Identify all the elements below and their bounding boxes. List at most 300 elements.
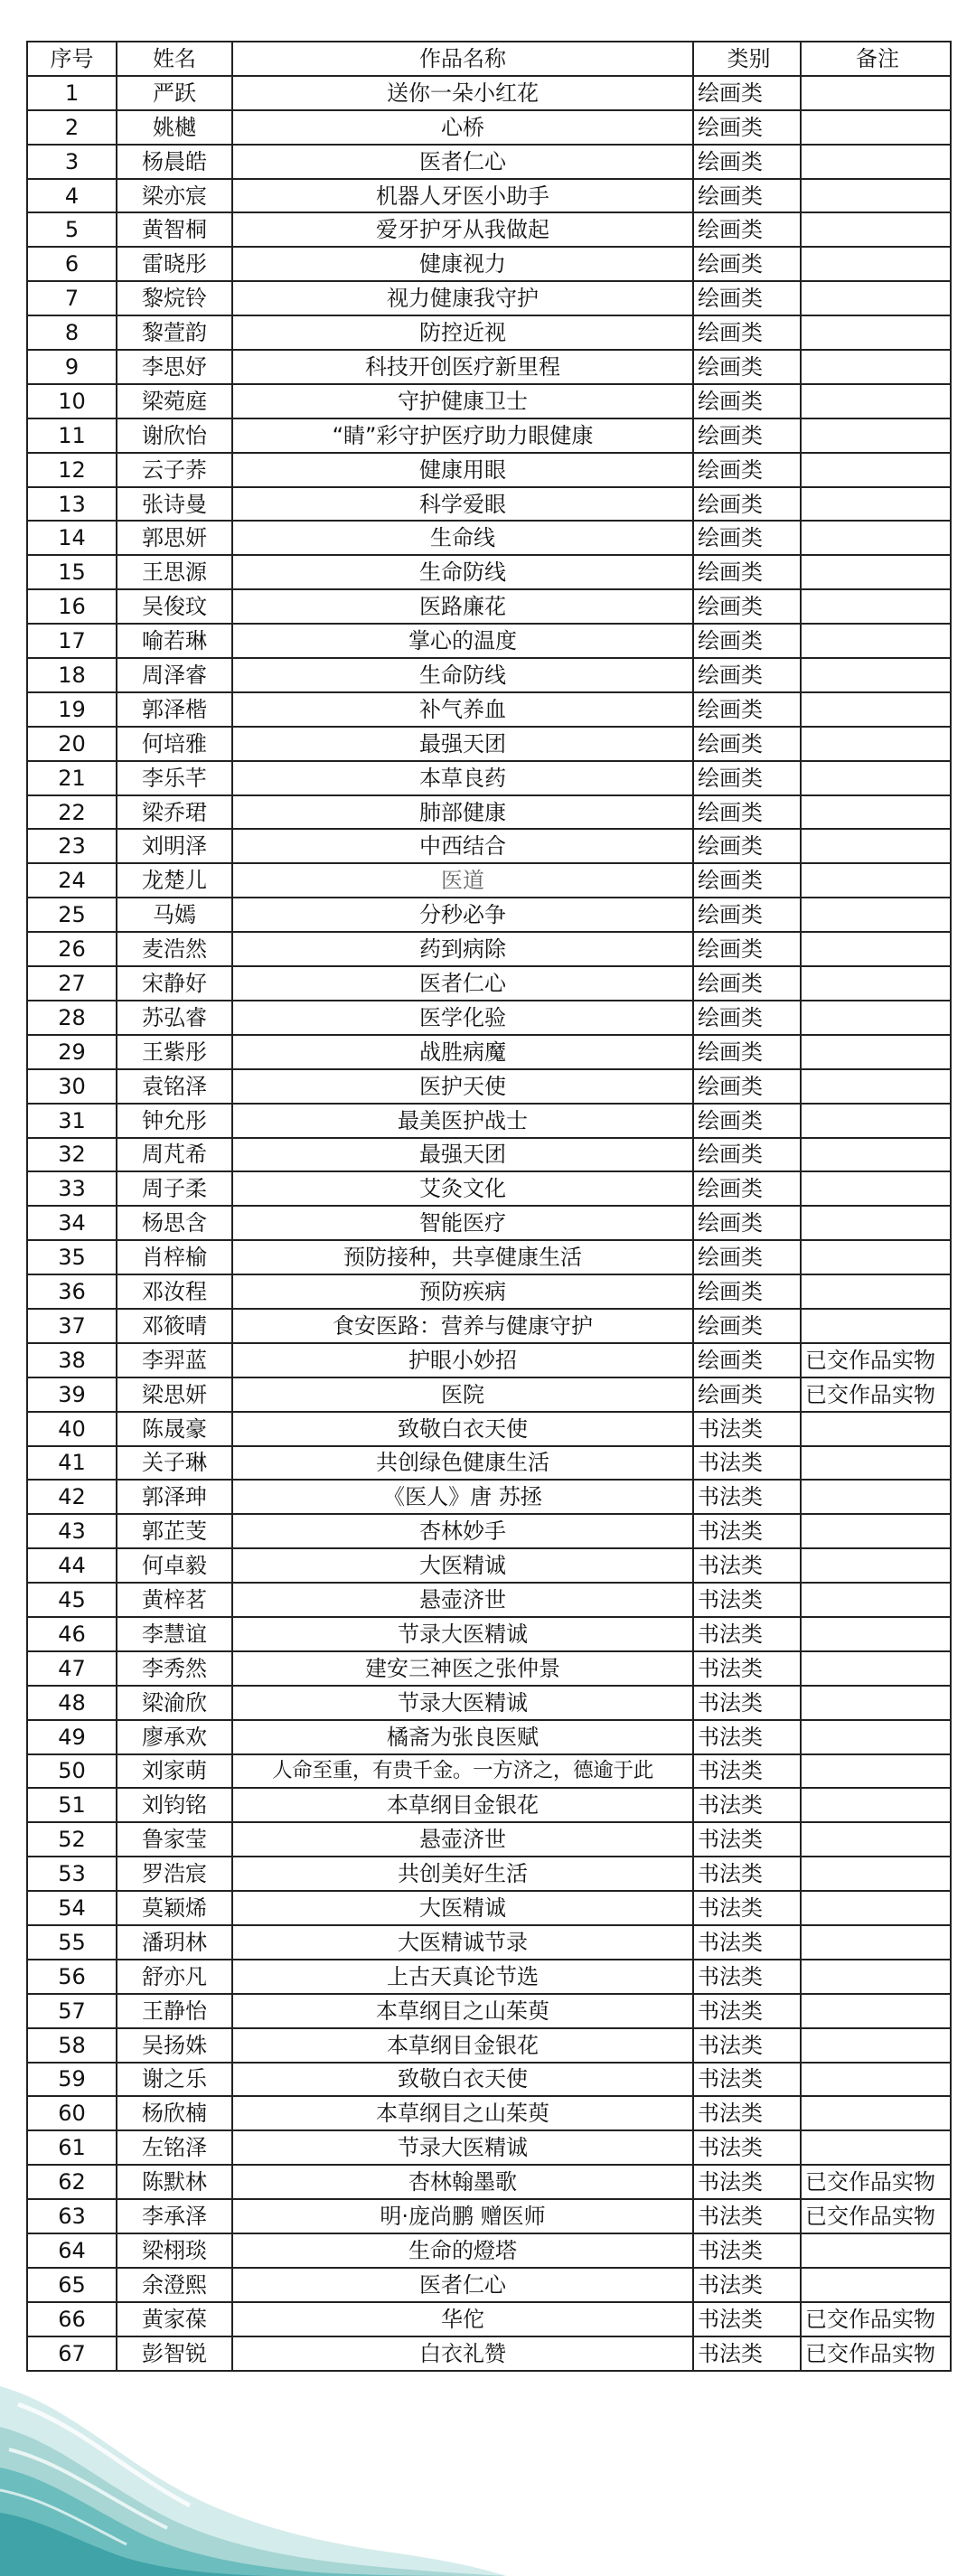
title-cell: 最强天团	[232, 1138, 693, 1172]
index-cell: 25	[27, 898, 117, 932]
category-cell: 书法类	[693, 2233, 801, 2268]
index-cell: 21	[27, 761, 117, 795]
title-cell: 最美医护战士	[232, 1104, 693, 1138]
name-cell: 姚樾	[117, 110, 232, 145]
index-cell: 66	[27, 2302, 117, 2336]
note-cell	[801, 1548, 951, 1583]
category-cell: 绘画类	[693, 692, 801, 727]
category-cell: 书法类	[693, 1651, 801, 1686]
category-cell: 绘画类	[693, 521, 801, 555]
index-cell: 43	[27, 1514, 117, 1548]
table-row	[27, 1412, 951, 1446]
category-cell: 绘画类	[693, 727, 801, 761]
index-cell: 55	[27, 1925, 117, 1960]
category-cell: 书法类	[693, 1754, 801, 1789]
note-cell	[801, 1857, 951, 1891]
name-cell: 黄家葆	[117, 2302, 232, 2336]
title-cell: 悬壶济世	[232, 1822, 693, 1857]
table-row	[27, 1617, 951, 1651]
category-cell: 绘画类	[693, 281, 801, 315]
name-cell: 彭智锐	[117, 2336, 232, 2371]
table-row	[27, 1240, 951, 1274]
index-cell: 14	[27, 521, 117, 555]
table-row	[27, 795, 951, 830]
index-cell: 49	[27, 1720, 117, 1754]
category-cell: 绘画类	[693, 898, 801, 932]
note-cell	[801, 829, 951, 863]
table-row	[27, 350, 951, 384]
name-cell: 刘明泽	[117, 829, 232, 863]
table-row	[27, 2336, 951, 2371]
name-cell: 李思妤	[117, 350, 232, 384]
index-cell: 28	[27, 1001, 117, 1035]
table-row	[27, 1035, 951, 1069]
index-cell: 33	[27, 1171, 117, 1206]
note-cell	[801, 1788, 951, 1822]
category-cell: 书法类	[693, 1686, 801, 1720]
table-row	[27, 624, 951, 658]
title-cell: 悬壶济世	[232, 1583, 693, 1617]
name-cell: 李羿蓝	[117, 1343, 232, 1377]
note-cell	[801, 1104, 951, 1138]
note-cell	[801, 1001, 951, 1035]
name-cell: 郭思妍	[117, 521, 232, 555]
note-cell: 已交作品实物	[801, 2336, 951, 2371]
index-cell: 27	[27, 966, 117, 1001]
table-row	[27, 1720, 951, 1754]
index-cell: 60	[27, 2096, 117, 2130]
note-cell	[801, 624, 951, 658]
table-row	[27, 2096, 951, 2130]
note-cell	[801, 1891, 951, 1925]
title-cell: 守护健康卫士	[232, 384, 693, 418]
index-cell: 51	[27, 1788, 117, 1822]
index-cell: 53	[27, 1857, 117, 1891]
index-cell: 29	[27, 1035, 117, 1069]
table-row	[27, 1343, 951, 1377]
category-cell: 绘画类	[693, 795, 801, 830]
category-cell: 绘画类	[693, 110, 801, 145]
name-cell: 苏弘睿	[117, 1001, 232, 1035]
name-cell: 邓汝程	[117, 1274, 232, 1309]
title-cell: 生命的燈塔	[232, 2233, 693, 2268]
name-cell: 郭芷芰	[117, 1514, 232, 1548]
note-cell	[801, 1446, 951, 1481]
entries-table	[26, 41, 952, 2372]
category-cell: 书法类	[693, 1583, 801, 1617]
category-cell: 书法类	[693, 1891, 801, 1925]
title-cell: 医路廉花	[232, 589, 693, 624]
index-cell: 40	[27, 1412, 117, 1446]
note-cell	[801, 898, 951, 932]
title-cell: 医学化验	[232, 1001, 693, 1035]
title-cell: 人命至重，有贵千金。一方济之，德逾于此	[232, 1754, 693, 1789]
index-cell: 32	[27, 1138, 117, 1172]
title-cell: 药到病除	[232, 932, 693, 966]
note-cell	[801, 2096, 951, 2130]
table-row	[27, 1514, 951, 1548]
category-cell: 绘画类	[693, 1240, 801, 1274]
title-cell: 大医精诚	[232, 1891, 693, 1925]
name-cell: 麦浩然	[117, 932, 232, 966]
category-cell: 书法类	[693, 2165, 801, 2199]
title-cell: 共创绿色健康生活	[232, 1446, 693, 1481]
category-cell: 书法类	[693, 2302, 801, 2336]
table-row	[27, 418, 951, 453]
category-cell: 书法类	[693, 1822, 801, 1857]
name-cell: 宋静好	[117, 966, 232, 1001]
category-cell: 绘画类	[693, 658, 801, 692]
table-row	[27, 1994, 951, 2028]
note-cell	[801, 1686, 951, 1720]
index-cell: 48	[27, 1686, 117, 1720]
name-cell: 张诗曼	[117, 487, 232, 522]
category-cell: 绘画类	[693, 247, 801, 281]
category-cell: 绘画类	[693, 1274, 801, 1309]
category-cell: 绘画类	[693, 1035, 801, 1069]
note-cell	[801, 384, 951, 418]
note-cell	[801, 2063, 951, 2097]
note-cell	[801, 212, 951, 247]
note-cell	[801, 315, 951, 350]
note-cell	[801, 145, 951, 179]
title-cell: 健康用眼	[232, 453, 693, 487]
table-row	[27, 1686, 951, 1720]
note-cell	[801, 453, 951, 487]
note-cell	[801, 247, 951, 281]
table-row	[27, 1480, 951, 1514]
name-cell: 杨思含	[117, 1206, 232, 1240]
index-cell: 18	[27, 658, 117, 692]
table-row	[27, 110, 951, 145]
category-cell: 绘画类	[693, 350, 801, 384]
note-cell	[801, 589, 951, 624]
note-cell	[801, 1822, 951, 1857]
name-cell: 梁乔珺	[117, 795, 232, 830]
title-cell: 本草纲目金银花	[232, 2028, 693, 2063]
index-cell: 24	[27, 863, 117, 898]
table-row	[27, 1960, 951, 1994]
title-cell: 艾灸文化	[232, 1171, 693, 1206]
note-cell	[801, 692, 951, 727]
table-row	[27, 1891, 951, 1925]
category-cell: 绘画类	[693, 1343, 801, 1377]
note-cell	[801, 1274, 951, 1309]
category-cell: 绘画类	[693, 315, 801, 350]
title-cell: 建安三神医之张仲景	[232, 1651, 693, 1686]
table-row	[27, 1377, 951, 1412]
title-cell: 本草纲目之山茱萸	[232, 2096, 693, 2130]
category-cell: 绘画类	[693, 624, 801, 658]
table-row	[27, 1788, 951, 1822]
title-cell: 预防疾病	[232, 1274, 693, 1309]
table-row	[27, 2233, 951, 2268]
table-row	[27, 2063, 951, 2097]
index-cell: 3	[27, 145, 117, 179]
note-cell	[801, 1617, 951, 1651]
category-cell: 绘画类	[693, 179, 801, 213]
name-cell: 潘玥林	[117, 1925, 232, 1960]
note-cell	[801, 1035, 951, 1069]
title-cell: 橘斋为张良医赋	[232, 1720, 693, 1754]
title-cell: 生命防线	[232, 555, 693, 589]
note-cell: 已交作品实物	[801, 1343, 951, 1377]
name-cell: 喻若琳	[117, 624, 232, 658]
note-cell	[801, 863, 951, 898]
index-cell: 31	[27, 1104, 117, 1138]
index-cell: 26	[27, 932, 117, 966]
category-cell: 绘画类	[693, 145, 801, 179]
title-cell: 肺部健康	[232, 795, 693, 830]
table-row	[27, 761, 951, 795]
name-cell: 梁栩琰	[117, 2233, 232, 2268]
note-cell	[801, 1412, 951, 1446]
title-cell: 大医精诚	[232, 1548, 693, 1583]
table-row	[27, 863, 951, 898]
index-cell: 5	[27, 212, 117, 247]
name-cell: 郭泽楷	[117, 692, 232, 727]
category-cell: 绘画类	[693, 487, 801, 522]
note-cell	[801, 727, 951, 761]
index-cell: 62	[27, 2165, 117, 2199]
category-cell: 书法类	[693, 1960, 801, 1994]
index-cell: 2	[27, 110, 117, 145]
category-cell: 绘画类	[693, 1069, 801, 1104]
title-cell: 杏林翰墨歌	[232, 2165, 693, 2199]
title-cell: 医者仁心	[232, 966, 693, 1001]
title-cell: 医者仁心	[232, 2268, 693, 2302]
table-row	[27, 555, 951, 589]
note-cell	[801, 1480, 951, 1514]
index-cell: 1	[27, 76, 117, 110]
title-cell: 医院	[232, 1377, 693, 1412]
category-cell: 书法类	[693, 2336, 801, 2371]
note-cell	[801, 2233, 951, 2268]
title-cell: 共创美好生活	[232, 1857, 693, 1891]
note-cell: 已交作品实物	[801, 2165, 951, 2199]
table-row	[27, 145, 951, 179]
note-cell	[801, 1138, 951, 1172]
index-cell: 63	[27, 2199, 117, 2233]
title-cell: 预防接种，共享健康生活	[232, 1240, 693, 1274]
category-cell: 书法类	[693, 1617, 801, 1651]
name-cell: 周泽睿	[117, 658, 232, 692]
name-cell: 梁亦宸	[117, 179, 232, 213]
category-cell: 书法类	[693, 2096, 801, 2130]
index-cell: 61	[27, 2130, 117, 2165]
name-cell: 李秀然	[117, 1651, 232, 1686]
index-cell: 11	[27, 418, 117, 453]
title-cell: 本草纲目金银花	[232, 1788, 693, 1822]
table-row	[27, 179, 951, 213]
index-cell: 37	[27, 1309, 117, 1343]
table-row	[27, 1309, 951, 1343]
title-cell: 节录大医精诚	[232, 2130, 693, 2165]
name-cell: 梁渝欣	[117, 1686, 232, 1720]
name-cell: 何卓毅	[117, 1548, 232, 1583]
category-cell: 绘画类	[693, 761, 801, 795]
name-cell: 刘钧铭	[117, 1788, 232, 1822]
name-cell: 罗浩宸	[117, 1857, 232, 1891]
category-cell: 书法类	[693, 1446, 801, 1481]
name-cell: 王静怡	[117, 1994, 232, 2028]
title-cell: 明·庞尚鹏 赠医师	[232, 2199, 693, 2233]
header-title: 作品名称	[232, 42, 693, 76]
category-cell: 书法类	[693, 2130, 801, 2165]
index-cell: 57	[27, 1994, 117, 2028]
title-cell: 补气养血	[232, 692, 693, 727]
table-row	[27, 966, 951, 1001]
index-cell: 44	[27, 1548, 117, 1583]
note-cell	[801, 281, 951, 315]
table-row	[27, 384, 951, 418]
name-cell: 李慧谊	[117, 1617, 232, 1651]
note-cell	[801, 2130, 951, 2165]
name-cell: 梁菀庭	[117, 384, 232, 418]
index-cell: 59	[27, 2063, 117, 2097]
title-cell: 医者仁心	[232, 145, 693, 179]
category-cell: 绘画类	[693, 829, 801, 863]
note-cell	[801, 1754, 951, 1789]
name-cell: 刘家萌	[117, 1754, 232, 1789]
table-row	[27, 1104, 951, 1138]
name-cell: 舒亦凡	[117, 1960, 232, 1994]
note-cell	[801, 1069, 951, 1104]
index-cell: 50	[27, 1754, 117, 1789]
table-row	[27, 2268, 951, 2302]
table-row	[27, 1138, 951, 1172]
index-cell: 45	[27, 1583, 117, 1617]
index-cell: 13	[27, 487, 117, 522]
note-cell	[801, 2268, 951, 2302]
name-cell: 吴俊玟	[117, 589, 232, 624]
index-cell: 67	[27, 2336, 117, 2371]
index-cell: 8	[27, 315, 117, 350]
table-row	[27, 2130, 951, 2165]
note-cell	[801, 1514, 951, 1548]
title-cell: 致敬白衣天使	[232, 1412, 693, 1446]
table-row	[27, 212, 951, 247]
table-row	[27, 829, 951, 863]
category-cell: 绘画类	[693, 1309, 801, 1343]
title-cell: 上古天真论节选	[232, 1960, 693, 1994]
name-cell: 黄梓茗	[117, 1583, 232, 1617]
table-row	[27, 2028, 951, 2063]
note-cell	[801, 487, 951, 522]
table-row	[27, 1206, 951, 1240]
title-cell: 生命防线	[232, 658, 693, 692]
title-cell: 白衣礼赞	[232, 2336, 693, 2371]
name-cell: 梁思妍	[117, 1377, 232, 1412]
index-cell: 38	[27, 1343, 117, 1377]
name-cell: 周子柔	[117, 1171, 232, 1206]
title-cell: 杏林妙手	[232, 1514, 693, 1548]
table-row	[27, 932, 951, 966]
category-cell: 书法类	[693, 1857, 801, 1891]
title-cell: 战胜病魔	[232, 1035, 693, 1069]
title-cell: 科技开创医疗新里程	[232, 350, 693, 384]
category-cell: 书法类	[693, 1994, 801, 2028]
index-cell: 56	[27, 1960, 117, 1994]
category-cell: 书法类	[693, 1925, 801, 1960]
note-cell	[801, 1206, 951, 1240]
table-row	[27, 247, 951, 281]
name-cell: 左铭泽	[117, 2130, 232, 2165]
name-cell: 吴扬姝	[117, 2028, 232, 2063]
note-cell	[801, 555, 951, 589]
note-cell	[801, 932, 951, 966]
table-row	[27, 76, 951, 110]
title-cell: 中西结合	[232, 829, 693, 863]
name-cell: 袁铭泽	[117, 1069, 232, 1104]
note-cell	[801, 179, 951, 213]
title-cell: “睛”彩守护医疗助力眼健康	[232, 418, 693, 453]
name-cell: 王紫彤	[117, 1035, 232, 1069]
note-cell: 已交作品实物	[801, 2302, 951, 2336]
title-cell: 防控近视	[232, 315, 693, 350]
title-cell: 大医精诚节录	[232, 1925, 693, 1960]
category-cell: 绘画类	[693, 384, 801, 418]
index-cell: 19	[27, 692, 117, 727]
note-cell	[801, 966, 951, 1001]
header-name: 姓名	[117, 42, 232, 76]
note-cell: 已交作品实物	[801, 2199, 951, 2233]
index-cell: 30	[27, 1069, 117, 1104]
category-cell: 绘画类	[693, 453, 801, 487]
title-cell: 华佗	[232, 2302, 693, 2336]
note-cell	[801, 76, 951, 110]
name-cell: 李乐芊	[117, 761, 232, 795]
name-cell: 陈默林	[117, 2165, 232, 2199]
table-row	[27, 1548, 951, 1583]
header-index: 序号	[27, 42, 117, 76]
table-row	[27, 487, 951, 522]
category-cell: 绘画类	[693, 76, 801, 110]
index-cell: 10	[27, 384, 117, 418]
title-cell: 护眼小妙招	[232, 1343, 693, 1377]
name-cell: 谢之乐	[117, 2063, 232, 2097]
table-row	[27, 2199, 951, 2233]
header-category: 类别	[693, 42, 801, 76]
note-cell	[801, 1720, 951, 1754]
category-cell: 书法类	[693, 2063, 801, 2097]
note-cell	[801, 658, 951, 692]
name-cell: 肖梓榆	[117, 1240, 232, 1274]
title-cell: 《医人》唐 苏拯	[232, 1480, 693, 1514]
name-cell: 何培雅	[117, 727, 232, 761]
name-cell: 龙楚儿	[117, 863, 232, 898]
title-cell: 心桥	[232, 110, 693, 145]
category-cell: 绘画类	[693, 1001, 801, 1035]
category-cell: 绘画类	[693, 418, 801, 453]
title-cell: 掌心的温度	[232, 624, 693, 658]
title-cell: 节录大医精诚	[232, 1686, 693, 1720]
name-cell: 王思源	[117, 555, 232, 589]
index-cell: 16	[27, 589, 117, 624]
category-cell: 绘画类	[693, 1171, 801, 1206]
title-cell: 最强天团	[232, 727, 693, 761]
category-cell: 书法类	[693, 1720, 801, 1754]
category-cell: 绘画类	[693, 932, 801, 966]
name-cell: 关子琳	[117, 1446, 232, 1481]
name-cell: 谢欣怡	[117, 418, 232, 453]
note-cell	[801, 1651, 951, 1686]
title-cell: 智能医疗	[232, 1206, 693, 1240]
name-cell: 郭泽珅	[117, 1480, 232, 1514]
note-cell	[801, 2028, 951, 2063]
note-cell	[801, 1309, 951, 1343]
index-cell: 39	[27, 1377, 117, 1412]
